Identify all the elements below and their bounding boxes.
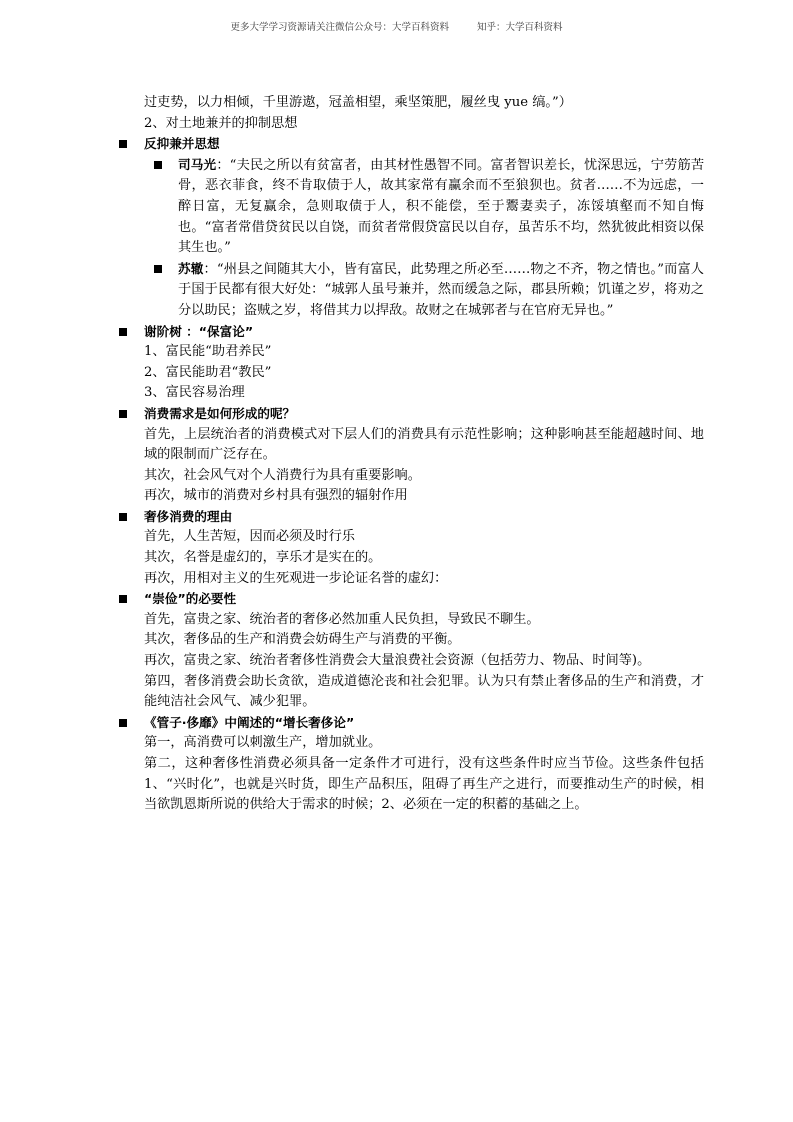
paragraph: 再次，用相对主义的生死观进一步论证名誉的虚幻： xyxy=(144,570,448,586)
paragraph: 首先，富贵之家、统治者的奢侈必然加重人民负担，导致民不聊生。 xyxy=(144,611,540,627)
document-body xyxy=(119,93,704,816)
paragraph: 首先，上层统治者的消费模式对下层人们的消费具有示范性影响；这种影响甚至能超越时间、地域的限制而广泛存在。 xyxy=(144,426,704,463)
list-item: 3、富民容易治理 xyxy=(144,385,245,401)
square-bullet-icon xyxy=(154,161,162,169)
intro-subheading: 2、对土地兼并的抑制思想 xyxy=(144,115,298,131)
paragraph: 再次，富贵之家、统治者奢侈性消费会大量浪费社会资源（包括劳力、物品、时间等)。 xyxy=(144,653,651,669)
paragraph: 第四，奢侈消费会助长贪欲，造成道德沦丧和社会犯罪。认为只有禁止奢侈品的生产和消费，才能纯洁社会风气、减少犯罪。 xyxy=(144,673,704,710)
section-heading-guanzi xyxy=(119,713,704,734)
list-item: 2、富民能助君“教民” xyxy=(144,364,272,380)
intro-line: 过吏势，以力相倾，千里游遨，冠盖相望，乘坚策肥，履丝曳 yue 缟。”） xyxy=(144,95,572,110)
quote-text: ：“夫民之所以有贫富者，由其材性愚智不同。富者智识差长，忧深思远，宁劳筋苦骨，恶衣菲食，终不肯取债于人，故其家常有赢余而不至狼狈也。贫者……不为远虑，一醉日富，无复赢余，急则取债于人，积不能偿，至于鬻妻卖子，冻馁填壑而不知自悔也。“富者常借贷贫民以自饶，而贫者常假贷富民以自存，虽苦乐不均，然犹彼此相资以保其生也。” xyxy=(178,157,705,256)
section-heading-xie-jieshu xyxy=(119,322,704,343)
square-bullet-icon xyxy=(119,595,127,603)
section-title: 反抑兼并思想 xyxy=(144,136,220,152)
section-title: 《管子·侈靡》中阐述的“增长奢侈论” xyxy=(144,714,355,730)
square-bullet-icon xyxy=(119,328,127,336)
section-title: 谢阶树 ：“保富论” xyxy=(144,323,254,339)
square-bullet-icon xyxy=(154,265,162,273)
header-wechat-note: 更多大学学习资源请关注微信公众号：大学百科资料 xyxy=(230,22,449,33)
square-bullet-icon xyxy=(119,719,127,727)
paragraph: 第一，高消费可以刺激生产，增加就业。 xyxy=(144,735,382,751)
square-bullet-icon xyxy=(119,410,127,418)
paragraph: 第二，这种奢侈性消费必须具备一定条件才可进行，没有这些条件时应当节俭。这些条件包括 1、“兴时化”，也就是兴时货，即生产品积压，阻碍了再生产之进行，而要推动生产的时候，相当欲凯恩斯所说的供给大于需求的时候；2、必须在一定的积蓄的基础之上。 xyxy=(144,756,704,813)
sub-item-su-zhe xyxy=(178,259,704,322)
section-heading-anti-annexation xyxy=(119,134,704,155)
section-heading-frugality xyxy=(119,589,704,610)
paragraph: 首先，人生苦短，因而必须及时行乐 xyxy=(144,529,355,545)
section-title: 消费需求是如何形成的呢？ xyxy=(144,405,296,421)
sub-item-sima-guang xyxy=(178,155,704,259)
list-item: 1、富民能“助君养民” xyxy=(144,344,272,360)
section-heading-luxury-reasons xyxy=(119,507,704,528)
section-title: “崇俭”的必要性 xyxy=(144,591,237,607)
square-bullet-icon xyxy=(119,513,127,521)
paragraph: 再次，城市的消费对乡村具有强烈的辐射作用 xyxy=(144,488,408,504)
quote-text: ：“州县之间随其大小，皆有富民，此势理之所必至……物之不齐，物之情也。”而富人于国于民都有很大好处：“城郭人虽号兼并，然而缓急之际，郡县所赖；饥谨之岁，将劝之分以助民；盗贼之岁，将借其力以捍敌。故财之在城郭者与在官府无异也。” xyxy=(178,261,704,318)
author-name: 苏辙 xyxy=(178,260,204,276)
paragraph: 其次，名誉是虚幻的，享乐才是实在的。 xyxy=(144,550,382,566)
section-title: 奢侈消费的理由 xyxy=(144,508,233,524)
square-bullet-icon xyxy=(119,140,127,148)
section-heading-consumer-demand xyxy=(119,404,704,425)
header-zhihu-note: 知乎：大学百科资料 xyxy=(477,22,563,33)
author-name: 司马光 xyxy=(178,156,217,172)
page-header xyxy=(0,19,793,33)
paragraph: 其次，社会风气对个人消费行为具有重要影响。 xyxy=(144,467,421,483)
paragraph: 其次，奢侈品的生产和消费会妨碍生产与消费的平衡。 xyxy=(144,632,461,648)
